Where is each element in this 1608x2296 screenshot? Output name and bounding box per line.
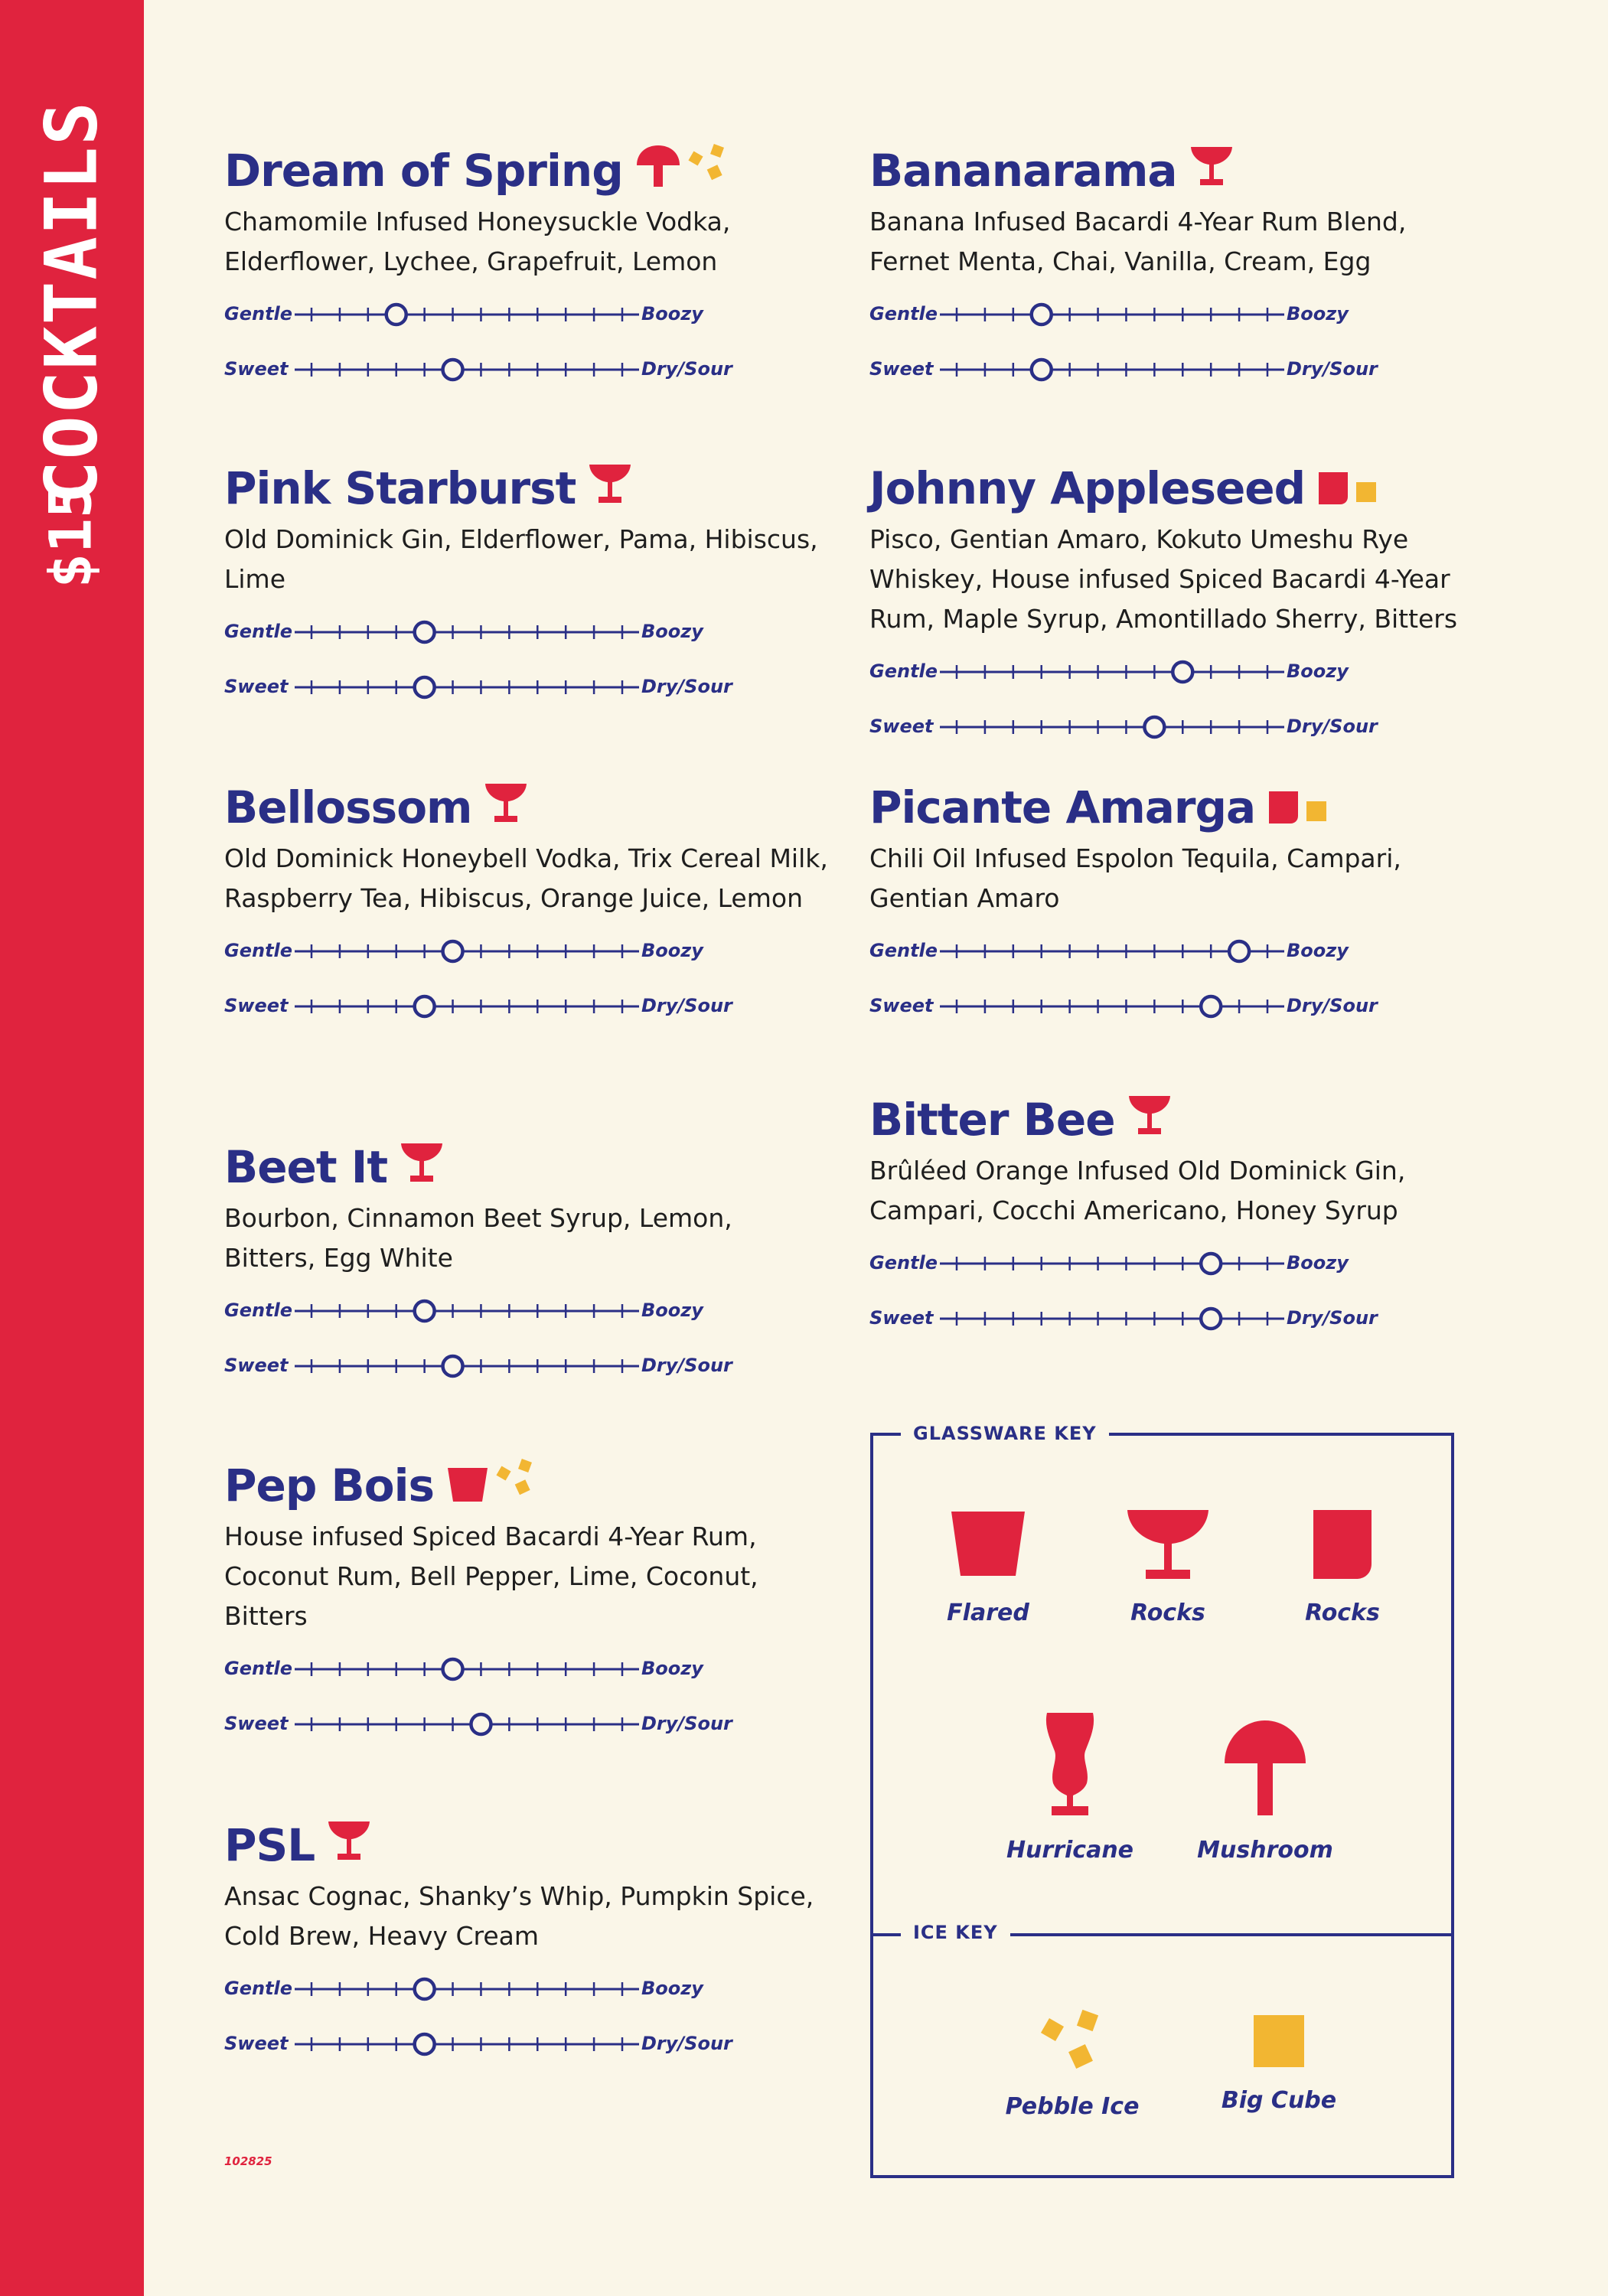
footer-code: 102825 (224, 2154, 272, 2168)
key-rocks-label: Rocks (1130, 1600, 1205, 1626)
scale-label-gentle: Gentle (224, 1300, 293, 1321)
pebble-ice-icon (1038, 2006, 1107, 2075)
mushroom-icon (1223, 1719, 1307, 1818)
hurricane-icon (1039, 1711, 1101, 1818)
scale-label-boozy: Boozy (641, 940, 703, 961)
drink-name: Johnny Appleseed (869, 462, 1306, 514)
scale-label-gentle: Gentle (224, 303, 293, 325)
rocks-tumbler-icon (1267, 790, 1300, 828)
scale-label-gentle: Gentle (224, 621, 293, 642)
drink-name: Picante Amarga (869, 781, 1256, 833)
scale-knob (415, 1301, 435, 1321)
boozy-slider[interactable] (940, 659, 1284, 685)
menu-title: COCKTAILS (30, 100, 114, 504)
boozy-slider[interactable] (295, 1298, 639, 1324)
scale-knob (387, 305, 406, 325)
big-cube-icon (1306, 801, 1327, 825)
scale-label-gentle: Gentle (869, 303, 938, 325)
scale-knob (1201, 996, 1221, 1016)
boozy-scale (869, 923, 1482, 978)
sidebar (0, 0, 144, 2296)
scale-knob (1201, 1254, 1221, 1274)
scale-knob (443, 1659, 463, 1679)
scale-label-sweet: Sweet (224, 358, 289, 380)
key-mushroom-label: Mushroom (1197, 1837, 1333, 1864)
ice-key-heading: ICE KEY (901, 1922, 1010, 1943)
flared-icon (446, 1465, 489, 1506)
scale-label-gentle: Gentle (224, 940, 293, 961)
scale-knob (415, 2034, 435, 2054)
key-pebble-ice-label: Pebble Ice (1005, 2093, 1140, 2120)
scale-knob (415, 1979, 435, 1999)
drink-ingredients: Old Dominick Honeybell Vodka, Trix Cereal Milk, Raspberry Tea, Hibiscus, Orange Juice, Lemon (224, 843, 828, 913)
rocks-icon (400, 1142, 444, 1188)
scale-label-dry: Dry/Sour (1287, 1307, 1378, 1329)
key-flared (912, 1508, 1065, 1626)
key-rocks (1091, 1508, 1244, 1626)
scale-label-boozy: Boozy (1287, 660, 1349, 682)
drink-ingredients: Chamomile Infused Honeysuckle Vodka, Elderflower, Lychee, Grapefruit, Lemon (224, 207, 731, 276)
rocks-icon (1127, 1094, 1172, 1140)
dry-slider[interactable] (295, 2031, 639, 2057)
boozy-scale (869, 644, 1482, 699)
dry-scale (869, 1290, 1482, 1345)
scale-label-boozy: Boozy (641, 303, 703, 325)
boozy-slider[interactable] (940, 302, 1284, 328)
scale-label-gentle: Gentle (869, 1252, 938, 1274)
scale-label-dry: Dry/Sour (641, 1713, 732, 1734)
drink-ingredients: Ansac Cognac, Shanky’s Whip, Pumpkin Spice, Cold Brew, Heavy Cream (224, 1881, 814, 1951)
scale-label-sweet: Sweet (224, 2033, 289, 2054)
drink-johnny-appleseed (869, 455, 1482, 754)
scale-knob (1173, 662, 1192, 682)
scale-label-dry: Dry/Sour (1287, 716, 1378, 737)
boozy-slider[interactable] (295, 619, 639, 645)
drink-ingredients: Pisco, Gentian Amaro, Kokuto Umeshu Rye Whiskey, House infused Spiced Bacardi 4-Year Rum, Maple Syrup, Amontillado Sherry, Bitters (869, 524, 1458, 634)
scale-knob (471, 1714, 491, 1734)
boozy-scale (224, 1961, 837, 2016)
drink-ingredients: Chili Oil Infused Espolon Tequila, Campari, Gentian Amaro (869, 843, 1401, 913)
drink-picante-amarga (869, 775, 1482, 1033)
scale-label-dry: Dry/Sour (641, 1355, 732, 1376)
dry-scale (869, 341, 1482, 396)
scale-label-sweet: Sweet (869, 995, 934, 1016)
dry-slider[interactable] (295, 1711, 639, 1737)
drink-psl (224, 1812, 837, 2071)
rocks-tumbler-icon (1312, 1508, 1373, 1581)
boozy-scale (224, 1641, 837, 1696)
flared-icon (950, 1508, 1026, 1581)
key-mushroom (1189, 1719, 1342, 1864)
drink-bellossom (224, 775, 837, 1033)
scale-knob (443, 1356, 463, 1376)
big-cube-icon (1252, 2014, 1306, 2069)
dry-scale (224, 659, 837, 714)
drink-pink-starburst (224, 455, 837, 714)
scale-knob (415, 996, 435, 1016)
scale-label-boozy: Boozy (1287, 940, 1349, 961)
scale-knob (1032, 360, 1052, 380)
dry-scale (224, 341, 837, 396)
drink-bitter-bee (869, 1087, 1482, 1345)
dry-slider[interactable] (940, 1306, 1284, 1332)
dry-slider[interactable] (940, 993, 1284, 1019)
dry-slider[interactable] (940, 714, 1284, 740)
scale-knob (1229, 941, 1249, 961)
scale-knob (443, 360, 463, 380)
drink-pep-bois (224, 1453, 837, 1751)
boozy-scale (869, 286, 1482, 341)
scale-label-sweet: Sweet (224, 676, 289, 697)
pebble-ice-icon (687, 142, 730, 188)
drink-beet-it (224, 1134, 837, 1393)
boozy-scale (869, 1235, 1482, 1290)
key-big-cube-label: Big Cube (1221, 2087, 1337, 2114)
dry-scale (224, 1696, 837, 1751)
rocks-icon (588, 463, 632, 509)
scale-label-boozy: Boozy (641, 621, 703, 642)
scale-label-boozy: Boozy (641, 1300, 703, 1321)
boozy-scale (224, 286, 837, 341)
dry-slider[interactable] (295, 993, 639, 1019)
drink-ingredients: Old Dominick Gin, Elderflower, Pama, Hibiscus, Lime (224, 524, 818, 594)
scale-label-gentle: Gentle (869, 940, 938, 961)
boozy-slider[interactable] (295, 1656, 639, 1682)
scale-knob (1201, 1309, 1221, 1329)
key-pebble-ice (996, 2006, 1149, 2120)
dry-slider[interactable] (295, 674, 639, 700)
boozy-scale (224, 923, 837, 978)
scale-knob (443, 941, 463, 961)
scale-knob (415, 622, 435, 642)
drink-name: Dream of Spring (224, 145, 623, 197)
dry-slider[interactable] (940, 357, 1284, 383)
key-hurricane (993, 1711, 1146, 1864)
drink-name: PSL (224, 1819, 315, 1871)
drink-ingredients: Bourbon, Cinnamon Beet Syrup, Lemon, Bitters, Egg White (224, 1203, 732, 1273)
drink-name: Beet It (224, 1141, 388, 1193)
drink-name: Pep Bois (224, 1459, 435, 1512)
dry-scale (224, 978, 837, 1033)
boozy-slider[interactable] (940, 1251, 1284, 1277)
pebble-ice-icon (495, 1457, 538, 1503)
scale-label-gentle: Gentle (869, 660, 938, 682)
boozy-slider[interactable] (295, 302, 639, 328)
scale-label-dry: Dry/Sour (641, 995, 732, 1016)
scale-label-boozy: Boozy (641, 1658, 703, 1679)
mushroom-icon (635, 144, 681, 191)
drink-ingredients: House infused Spiced Bacardi 4-Year Rum, Coconut Rum, Bell Pepper, Lime, Coconut, Bitters (224, 1521, 758, 1631)
drink-name: Bellossom (224, 781, 472, 833)
scale-label-sweet: Sweet (224, 1355, 289, 1376)
glassware-key-heading: GLASSWARE KEY (901, 1423, 1109, 1444)
rocks-icon (1189, 145, 1234, 191)
key-big-cube (1202, 2014, 1355, 2114)
key-rocks-tumbler-label: Rocks (1305, 1600, 1380, 1626)
scale-label-sweet: Sweet (869, 1307, 934, 1329)
drink-dream-of-spring (224, 138, 837, 396)
boozy-slider[interactable] (940, 938, 1284, 964)
drink-ingredients: Brûléed Orange Infused Old Dominick Gin, Campari, Cocchi Americano, Honey Syrup (869, 1156, 1406, 1225)
dry-slider[interactable] (295, 1353, 639, 1379)
drink-name: Bitter Bee (869, 1094, 1115, 1146)
scale-label-boozy: Boozy (1287, 303, 1349, 325)
drink-ingredients: Banana Infused Bacardi 4-Year Rum Blend, Fernet Menta, Chai, Vanilla, Cream, Egg (869, 207, 1407, 276)
menu-price: $15 (36, 483, 105, 589)
rocks-tumbler-icon (1317, 471, 1349, 509)
scale-knob (1144, 717, 1164, 737)
dry-scale (224, 1338, 837, 1393)
key-rocks-tumbler (1266, 1508, 1419, 1626)
big-cube-icon (1355, 481, 1377, 506)
scale-label-sweet: Sweet (869, 716, 934, 737)
rocks-icon (1126, 1508, 1210, 1581)
scale-label-sweet: Sweet (224, 995, 289, 1016)
scale-label-boozy: Boozy (641, 1978, 703, 1999)
dry-scale (224, 2016, 837, 2071)
scale-label-dry: Dry/Sour (1287, 358, 1378, 380)
scale-label-dry: Dry/Sour (641, 2033, 732, 2054)
scale-label-sweet: Sweet (224, 1713, 289, 1734)
dry-scale (869, 978, 1482, 1033)
scale-label-dry: Dry/Sour (641, 358, 732, 380)
scale-knob (1032, 305, 1052, 325)
boozy-slider[interactable] (295, 1976, 639, 2002)
scale-label-dry: Dry/Sour (1287, 995, 1378, 1016)
scale-label-boozy: Boozy (1287, 1252, 1349, 1274)
dry-slider[interactable] (295, 357, 639, 383)
key-box (870, 1423, 1454, 2178)
scale-label-gentle: Gentle (224, 1978, 293, 1999)
scale-label-dry: Dry/Sour (641, 676, 732, 697)
scale-label-gentle: Gentle (224, 1658, 293, 1679)
key-hurricane-label: Hurricane (1006, 1837, 1134, 1864)
drink-name: Pink Starburst (224, 462, 576, 514)
rocks-icon (327, 1820, 371, 1866)
drink-name: Bananarama (869, 145, 1177, 197)
scale-label-sweet: Sweet (869, 358, 934, 380)
drink-bananarama (869, 138, 1482, 396)
key-flared-label: Flared (947, 1600, 1029, 1626)
boozy-scale (224, 604, 837, 659)
rocks-icon (484, 782, 528, 828)
boozy-slider[interactable] (295, 938, 639, 964)
dry-scale (869, 699, 1482, 754)
boozy-scale (224, 1283, 837, 1338)
scale-knob (415, 677, 435, 697)
